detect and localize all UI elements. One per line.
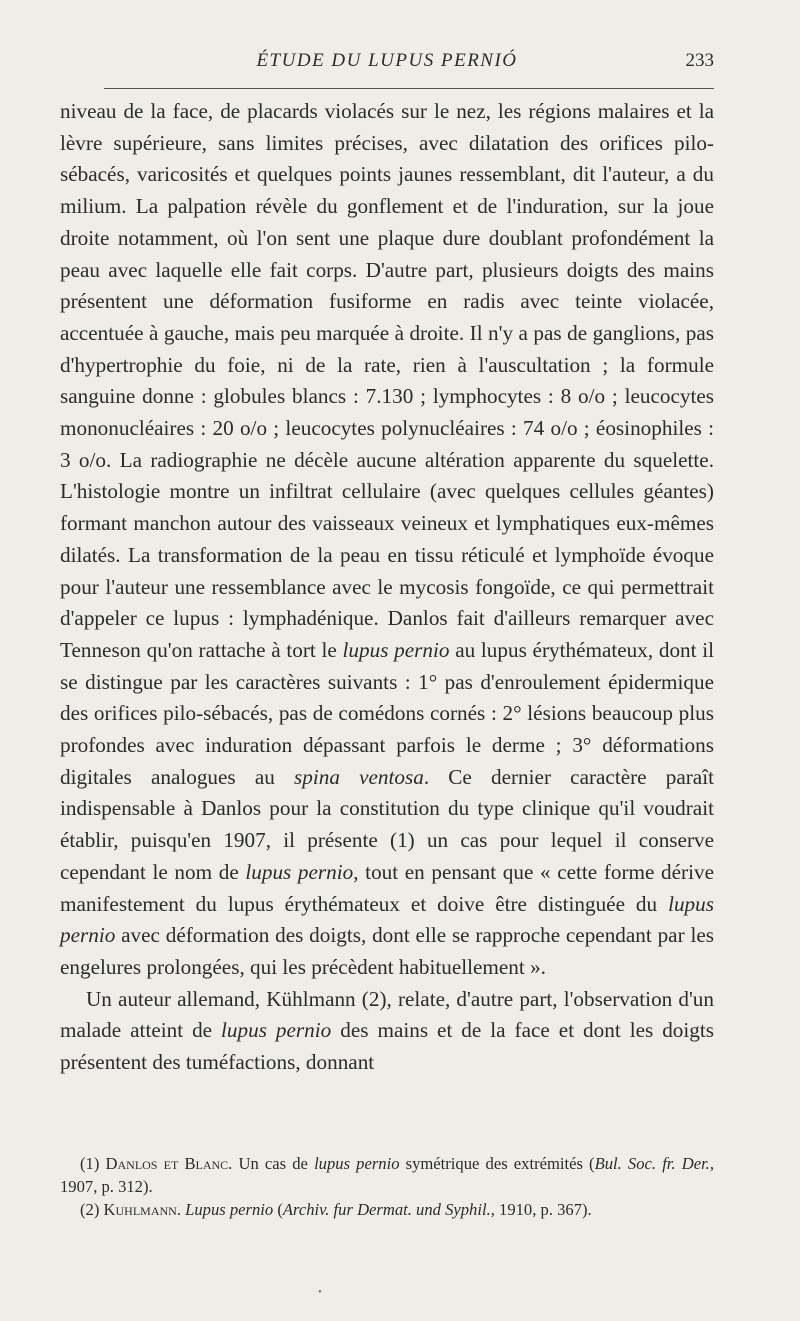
- italic-term: lupus pernio: [314, 1154, 400, 1173]
- footnote-1: [60, 1152, 714, 1198]
- italic-term: lupus pernio: [342, 637, 450, 662]
- text-span: Un cas de: [232, 1154, 315, 1173]
- italic-term: lupus pernio: [221, 1018, 332, 1043]
- page-number: 233: [685, 50, 714, 71]
- italic-term: Lupus pernio: [185, 1200, 274, 1219]
- header-rule: [104, 88, 714, 89]
- text-span: , 1910, p. 367).: [490, 1200, 592, 1219]
- text-span: . Ce dernier caractère paraît indispensable à Danlos pour la constitution du type clinique qu'il voudrait établir, puisqu'en 1907, il présente (1) un cas pour lequel il conserve cependant le nom de: [60, 764, 714, 884]
- italic-term: spina ventosa: [294, 764, 424, 789]
- italic-term: lupus pernio: [60, 891, 714, 948]
- italic-term: lupus pernio: [245, 859, 354, 884]
- printer-mark: •: [318, 1286, 322, 1298]
- footnote-authors: Danlos et Blanc.: [105, 1154, 233, 1173]
- footnote-number: (1): [80, 1154, 106, 1173]
- text-span: des mains et de la face et dont les doigts présentent des tuméfactions, donnant: [60, 1018, 715, 1075]
- text-span: niveau de la face, de placards violacés sur le nez, les régions malaires et la lèvre supérieure, sans limites précises, avec dilatation des orifices pilo-sébacés, varicosités et quelques points jaunes ressemblant, dit l'auteur, a du milium. La palpation révèle du gonflement et de l'induration, sur la joue droite notamment, où l'on sent une plaque dure doublant profondément la peau avec laquelle elle fait corps. D'autre part, plusieurs doigts des mains présentent une déformation fusiforme en radis avec teinte violacée, accentuée à gauche, mais peu marquée à droite. Il n'y a pas de ganglions, pas d'hypertrophie du foie, ni de la rate, rien à l'auscultation ; la formule sanguine donne : globules blancs : 7.130 ; lymphocytes : 8 o/o ; leucocytes mononucléaires : 20 o/o ; leucocytes polynucléaires : 74 o/o ; éosinophiles : 3 o/o. La radiographie ne décèle aucune altération apparente du squelette. L'histologie montre un infiltrat cellulaire (avec quelques cellules géantes) formant manchon autour des vaisseaux veineux et lymphatiques eux-mêmes dilatés. La transformation de la peau en tissu réticulé et lymphoïde évoque pour l'auteur une ressemblance avec le mycosis fongoïde, ce qui permettrait d'appeler ce lupus : lymphadénique. Danlos fait d'ailleurs remarquer avec Tenneson qu'on rattache à tort le: [60, 99, 714, 662]
- text-span: au lupus érythémateux, dont il se distingue par les caractères suivants : 1° pas d'enroulement épidermique des orifices pilo-sébacés, pas de comédons cornés : 2° lésions beaucoup plus profondes avec induration dépassant parfois le derme ; 3° déformations digitales analogues au: [60, 637, 715, 789]
- footnote-number: (2): [80, 1200, 104, 1219]
- paragraph-2: [60, 984, 714, 1079]
- italic-citation: Bul. Soc. fr. Der.: [594, 1154, 710, 1173]
- body-text: [60, 96, 714, 1079]
- text-span: symétrique des extrémités (: [399, 1154, 595, 1173]
- text-span: avec déformation des doigts, dont elle se rapproche cependant par les engelures prolongées, qui les précèdent habituellement ».: [60, 923, 714, 979]
- text-span: Un auteur allemand, Kühlmann (2), relate, d'autre part, l'observation d'un malade atteint de: [60, 986, 714, 1043]
- running-title: ÉTUDE DU LUPUS PERNIÓ: [256, 50, 518, 71]
- footnote-authors: Kuhlmann.: [103, 1200, 181, 1219]
- page-header: [60, 50, 714, 80]
- footnotes: [60, 1152, 714, 1221]
- paragraph-1: [60, 96, 714, 984]
- footnote-2: [60, 1198, 714, 1221]
- text-span: , tout en pensant que « cette forme dérive manifestement du lupus érythémateux et doive être distinguée du: [60, 859, 714, 916]
- italic-citation: Archiv. fur Dermat. und Syphil.: [282, 1200, 491, 1219]
- text-span: , 1907, p. 312).: [60, 1154, 714, 1196]
- text-span: (: [273, 1200, 283, 1219]
